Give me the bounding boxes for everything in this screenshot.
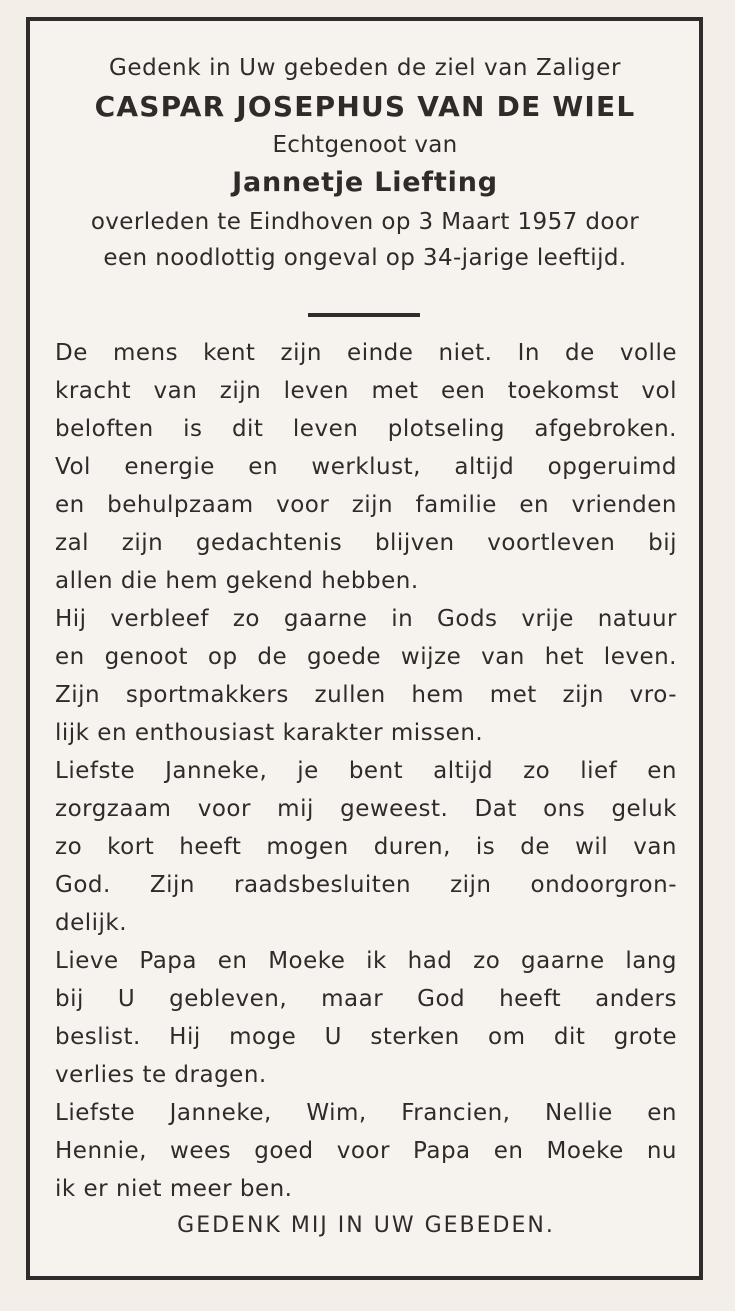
text-line: verlies te dragen. <box>55 1062 267 1088</box>
text-line: Vol energie en werklust, altijd opgeruimd <box>55 454 677 480</box>
text-line: Lieve Papa en Moeke ik had zo gaarne lang <box>55 948 677 974</box>
text-line: Liefste Janneke, je bent altijd zo lief en <box>55 758 677 784</box>
text-line: Liefste Janneke, Wim, Francien, Nellie en <box>55 1100 677 1126</box>
text-line: Hennie, wees goed voor Papa en Moeke nu <box>55 1138 677 1164</box>
text-line: delijk. <box>55 910 128 936</box>
text-line: zo kort heeft mogen duren, is de wil van <box>55 834 677 860</box>
text-line: lijk en enthousiast karakter missen. <box>55 720 484 746</box>
text-line: Zijn sportmakkers zullen hem met zijn vro- <box>55 682 677 708</box>
text-line: ik er niet meer ben. <box>55 1176 293 1202</box>
text-line: beslist. Hij moge U sterken om dit grote <box>55 1024 677 1050</box>
closing-line: GEDENK MIJ IN UW GEBEDEN. <box>177 1213 555 1238</box>
text-line: zal zijn gedachtenis blijven voortleven bij <box>55 530 677 556</box>
text-line: kracht van zijn leven met een toekomst vol <box>55 378 677 404</box>
text-line: en genoot op de goede wijze van het leven. <box>55 644 677 670</box>
text-line: en behulpzaam voor zijn familie en vrienden <box>55 492 677 518</box>
divider-rule <box>308 313 420 317</box>
death-line-1: overleden te Eindhoven op 3 Maart 1957 door <box>90 209 640 235</box>
spouse-label: Echtgenoot van <box>272 132 458 158</box>
text-line: allen die hem gekend hebben. <box>55 568 419 594</box>
intro-line: Gedenk in Uw gebeden de ziel van Zaliger <box>108 55 622 81</box>
text-line: God. Zijn raadsbesluiten zijn ondoorgron- <box>55 872 677 898</box>
text-line: Hij verbleef zo gaarne in Gods vrije natuur <box>55 606 677 632</box>
card-header <box>53 52 677 276</box>
spouse-name: Jannetje Liefting <box>232 167 498 198</box>
memorial-text <box>55 334 677 1208</box>
death-line-2: een noodlottig ongeval op 34-jarige leeftijd. <box>103 245 627 271</box>
text-line: beloften is dit leven plotseling afgebroken. <box>55 416 677 442</box>
text-line: bij U gebleven, maar God heeft anders <box>55 986 677 1012</box>
text-line: De mens kent zijn einde niet. In de volle <box>55 340 677 366</box>
text-line: zorgzaam voor mij geweest. Dat ons geluk <box>55 796 677 822</box>
deceased-name: CASPAR JOSEPHUS VAN DE WIEL <box>94 90 636 123</box>
